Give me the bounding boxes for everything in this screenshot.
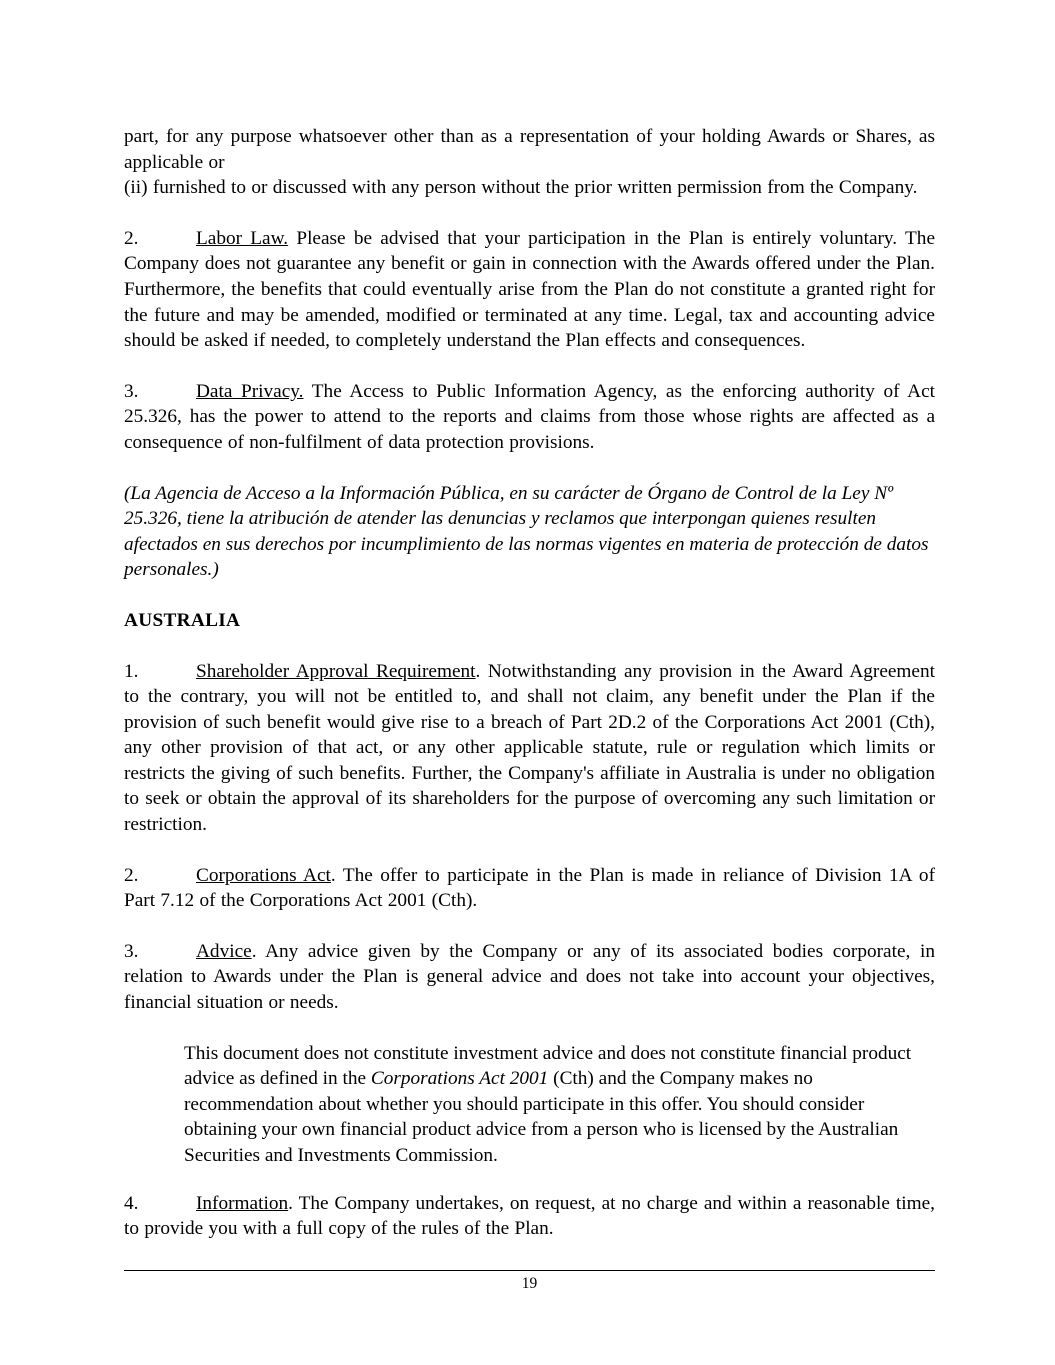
advice-disclaimer-block — [184, 1041, 935, 1169]
spacer — [124, 634, 935, 659]
section-body: The Access to Public Information Agency, as the enforcing authority of Act 25.326, has the power to attend to the reports and claims from those whose rights are affected as a consequence of non-fulfilment of data protection provisions. — [124, 380, 935, 453]
section-title: Information — [196, 1192, 289, 1214]
section-shareholder-approval — [124, 659, 935, 838]
section-body: . The Company undertakes, on request, at no charge and within a reasonable time, to provide you with a full copy of the rules of the Plan. — [124, 1192, 935, 1240]
section-number: 2. — [124, 864, 139, 886]
paragraph-clause-ii — [124, 175, 935, 201]
section-labor-law — [124, 226, 935, 354]
spanish-translation-paragraph — [124, 481, 935, 583]
paragraph-line-1: part, for any purpose whatsoever other than as a representation of your holding Awards or Shares, as applicable or — [124, 126, 935, 173]
section-title: Shareholder Approval Requirement — [196, 660, 476, 682]
spacer — [124, 354, 935, 379]
section-body: . Notwithstanding any provision in the Award Agreement to the contrary, you will not be entitled to, and shall not claim, any benefit under the Plan if the provision of such benefit would give rise to a breach of Part 2D.2 of the Corporations Act 2001 (Cth), any other provision of that act, or any other applicable statute, rule or regulation which limits or restricts the giving of such benefits. Further, the Company's affiliate in Australia is under no obligation to seek or obtain the approval of its shareholders for the purpose of overcoming any such limitation or restriction. — [124, 660, 935, 836]
paragraph-line-2: (ii) furnished to or discussed with any person without the prior written permission from the Company. — [124, 177, 918, 199]
country-heading-australia — [124, 608, 935, 634]
disclaimer-text-part-2: (Cth) and the Company makes no recommendation about whether you should participate in this offer. You should consider obtaining your own financial product advice from a person who is licensed by the Australian Securities and Investments Commission. — [184, 1068, 899, 1166]
section-title: Labor Law. — [196, 227, 289, 249]
spacer — [124, 1016, 935, 1041]
paragraph-continuation — [124, 124, 935, 175]
section-title: Corporations Act — [196, 864, 331, 886]
section-number: 1. — [124, 660, 139, 682]
section-data-privacy — [124, 379, 935, 456]
spacer — [124, 201, 935, 226]
spacer — [124, 914, 935, 939]
section-number: 3. — [124, 380, 139, 402]
footer-divider — [124, 1270, 935, 1271]
section-body: Please be advised that your participation in the Plan is entirely voluntary. The Company does not guarantee any benefit or gain in connection with the Awards offered under the Plan. Furthermore, the benefits that could eventually arise from the Plan do not constitute a granted right for the future and may be amended, modified or terminated at any time. Legal, tax and accounting advice should be asked if needed, to completely understand the Plan effects and consequences. — [124, 227, 935, 352]
country-heading-text: AUSTRALIA — [124, 609, 241, 631]
section-title: Advice — [196, 940, 252, 962]
section-number: 2. — [124, 227, 139, 249]
section-corporations-act — [124, 863, 935, 914]
spacer — [124, 583, 935, 608]
spacer — [124, 456, 935, 481]
section-information — [124, 1191, 935, 1242]
spacer — [124, 838, 935, 863]
section-number: 4. — [124, 1192, 139, 1214]
disclaimer-act-name: Corporations Act 2001 — [370, 1068, 549, 1090]
spanish-translation-text: (La Agencia de Acceso a la Información Pública, en su carácter de Órgano de Control de la Ley Nº 25.326, tiene la atribución de atender las denuncias y reclamos que interpongan quienes resulten afectados en sus derechos por incumplimiento de las normas vigentes en materia de protección de datos personales.) — [124, 482, 929, 581]
section-advice — [124, 939, 935, 1016]
section-body: . The offer to participate in the Plan is made in reliance of Division 1A of Part 7.12 of the Corporations Act 2001 (Cth). — [124, 864, 935, 912]
page-footer — [124, 1270, 935, 1293]
section-body: . Any advice given by the Company or any of its associated bodies corporate, in relation to Awards under the Plan is general advice and does not take into account your objectives, financial situation or needs. — [124, 940, 935, 1014]
section-title: Data Privacy. — [196, 380, 304, 402]
section-number: 3. — [124, 940, 139, 962]
disclaimer-text-part-1: This document does not constitute investment advice and does not constitute financial product advice as defined in the — [184, 1042, 912, 1090]
spacer — [124, 1169, 935, 1191]
page-number: 19 — [521, 1275, 538, 1292]
